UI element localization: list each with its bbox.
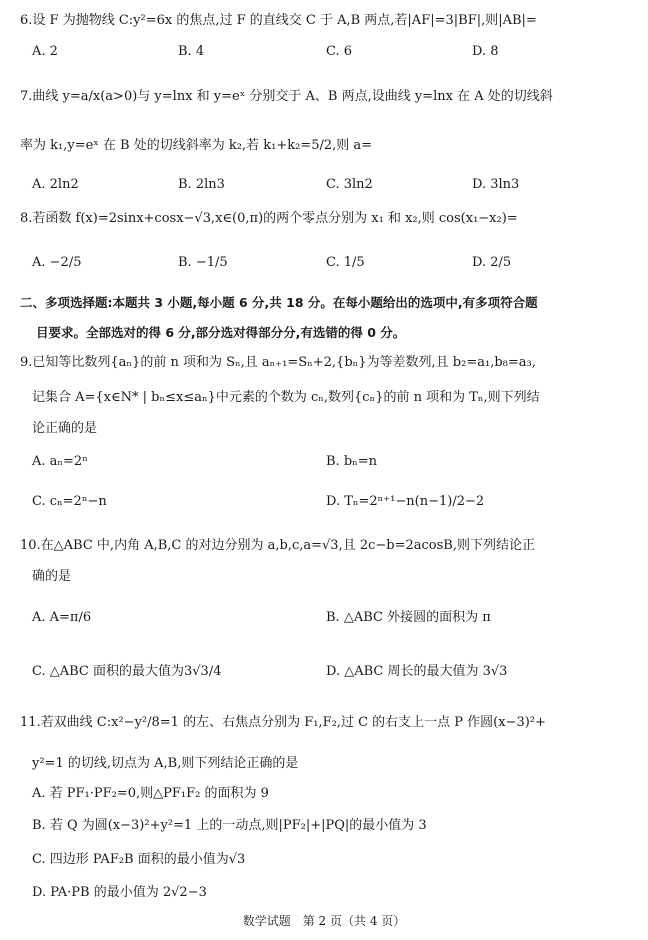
q10-stem-line1: 10.在△ABC 中,内角 A,B,C 的对边分别为 a,b,c,a=√3,且 2c−b=2acosB,则下列结论正 [20,538,535,553]
q8-option-d: D. 2/5 [472,255,512,270]
q9-option-d: D. Tₙ=2ⁿ⁺¹−n(n−1)/2−2 [326,494,485,509]
q7-stem-line1: 7.曲线 y=a/x(a>0)与 y=lnx 和 y=eˣ 分别交于 A、B 两点,设曲线 y=lnx 在 A 处的切线斜 [20,89,553,104]
q9-option-b: B. bₙ=n [326,454,378,469]
section2-heading-line1: 二、多项选择题:本题共 3 小题,每小题 6 分,共 18 分。在每小题给出的选项中,有多项符合题 [20,295,538,310]
q9-stem-line3: 论正确的是 [32,421,98,436]
q9-option-a: A. aₙ=2ⁿ [32,454,88,469]
q9-stem-line1: 9.已知等比数列{aₙ}的前 n 项和为 Sₙ,且 aₙ₊₁=Sₙ+2,{bₙ}为等差数列,且 b₂=a₁,b₈=a₃, [20,355,536,370]
q8-option-b: B. −1/5 [178,255,228,270]
q8-stem: 8.若函数 f(x)=2sinx+cosx−√3,x∈(0,π)的两个零点分别为 x₁ 和 x₂,则 cos(x₁−x₂)= [20,211,518,226]
q11-option-d: D. PA·PB 的最小值为 2√2−3 [32,885,207,900]
q8-option-c: C. 1/5 [326,255,365,270]
q7-stem-line2: 率为 k₁,y=eˣ 在 B 处的切线斜率为 k₂,若 k₁+k₂=5/2,则 a= [20,138,373,153]
q7-option-a: A. 2ln2 [32,177,79,192]
q10-stem-line2: 确的是 [32,569,72,584]
q8-option-a: A. −2/5 [32,255,82,270]
q6-option-a: A. 2 [32,44,58,59]
q10-option-a: A. A=π/6 [32,610,92,625]
q11-stem-line1: 11.若双曲线 C:x²−y²/8=1 的左、右焦点分别为 F₁,F₂,过 C 的右支上一点 P 作圆(x−3)²+ [20,715,546,730]
q6-option-d: D. 8 [472,44,499,59]
q10-option-d: D. △ABC 周长的最大值为 3√3 [326,664,508,679]
q11-option-b: B. 若 Q 为圆(x−3)²+y²=1 上的一动点,则|PF₂|+|PQ|的最小值为 3 [32,818,427,833]
q7-option-c: C. 3ln2 [326,177,373,192]
q6-option-b: B. 4 [178,44,205,59]
q6-option-c: C. 6 [326,44,353,59]
q9-stem-line2: 记集合 A={x∈N* | bₙ≤x≤aₙ}中元素的个数为 cₙ,数列{cₙ}的前 n 项和为 Tₙ,则下列结 [32,390,540,405]
q10-option-c: C. △ABC 面积的最大值为3√3/4 [32,664,222,679]
section2-heading-line2: 目要求。全部选对的得 6 分,部分选对得部分分,有选错的得 0 分。 [36,325,406,340]
q11-stem-line2: y²=1 的切线,切点为 A,B,则下列结论正确的是 [32,756,299,771]
q7-option-d: D. 3ln3 [472,177,520,192]
q10-option-b: B. △ABC 外接圆的面积为 π [326,610,491,625]
q7-option-b: B. 2ln3 [178,177,225,192]
page-footer: 数学试题 第 2 页（共 4 页） [242,914,406,928]
q11-option-a: A. 若 PF₁·PF₂=0,则△PF₁F₂ 的面积为 9 [32,786,269,801]
q9-option-c: C. cₙ=2ⁿ−n [32,494,107,509]
q11-option-c: C. 四边形 PAF₂B 面积的最小值为√3 [32,852,246,867]
q6-stem: 6.设 F 为抛物线 C:y²=6x 的焦点,过 F 的直线交 C 于 A,B 两点,若|AF|=3|BF|,则|AB|= [20,13,537,28]
